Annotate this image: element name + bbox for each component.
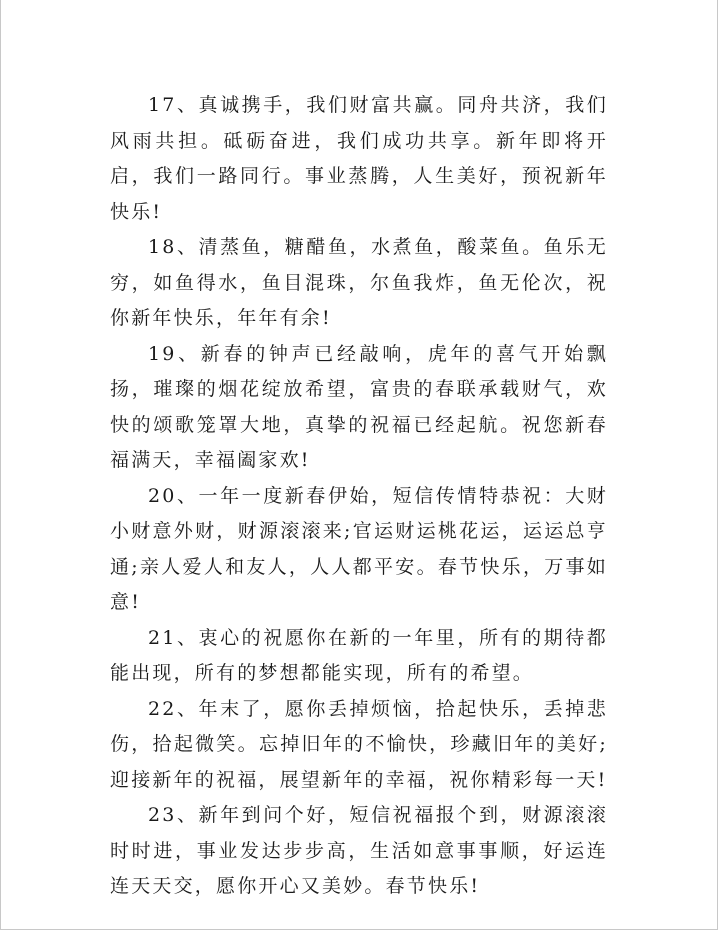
- paragraph-21: 21、衷心的祝愿你在新的一年里，所有的期待都能出现，所有的梦想都能实现，所有的希望。: [110, 626, 608, 684]
- paragraph-22: 22、年末了，愿你丢掉烦恼，拾起快乐，丢掉悲伤，拾起微笑。忘掉旧年的不愉快，珍藏旧年的美好;迎接新年的祝福，展望新年的幸福，祝你精彩每一天!: [110, 697, 608, 791]
- document-body: [110, 88, 608, 905]
- paragraph-18: 18、清蒸鱼，糖醋鱼，水煮鱼，酸菜鱼。鱼乐无穷，如鱼得水，鱼目混珠，尔鱼我炸，鱼无伦次，祝你新年快乐，年年有余!: [110, 236, 608, 329]
- paragraph-20: 20、一年一度新春伊始，短信传情特恭祝：大财小财意外财，财源滚滚来;官运财运桃花运，运运总亨通;亲人爱人和友人，人人都平安。春节快乐，万事如意!: [110, 484, 608, 613]
- paragraph-23: 23、新年到问个好，短信祝福报个到，财源滚滚时时进，事业发达步步高，生活如意事事顺，好运连连天天交，愿你开心又美妙。春节快乐!: [110, 804, 608, 897]
- paragraph-17: 17、真诚携手，我们财富共赢。同舟共济，我们风雨共担。砥砺奋进，我们成功共享。新年即将开启，我们一路同行。事业蒸腾，人生美好，预祝新年快乐!: [110, 94, 608, 223]
- paragraph-19: 19、新春的钟声已经敲响，虎年的喜气开始飘扬，璀璨的烟花绽放希望，富贵的春联承载财气，欢快的颂歌笼罩大地，真挚的祝福已经起航。祝您新春福满天，幸福阖家欢!: [110, 342, 608, 471]
